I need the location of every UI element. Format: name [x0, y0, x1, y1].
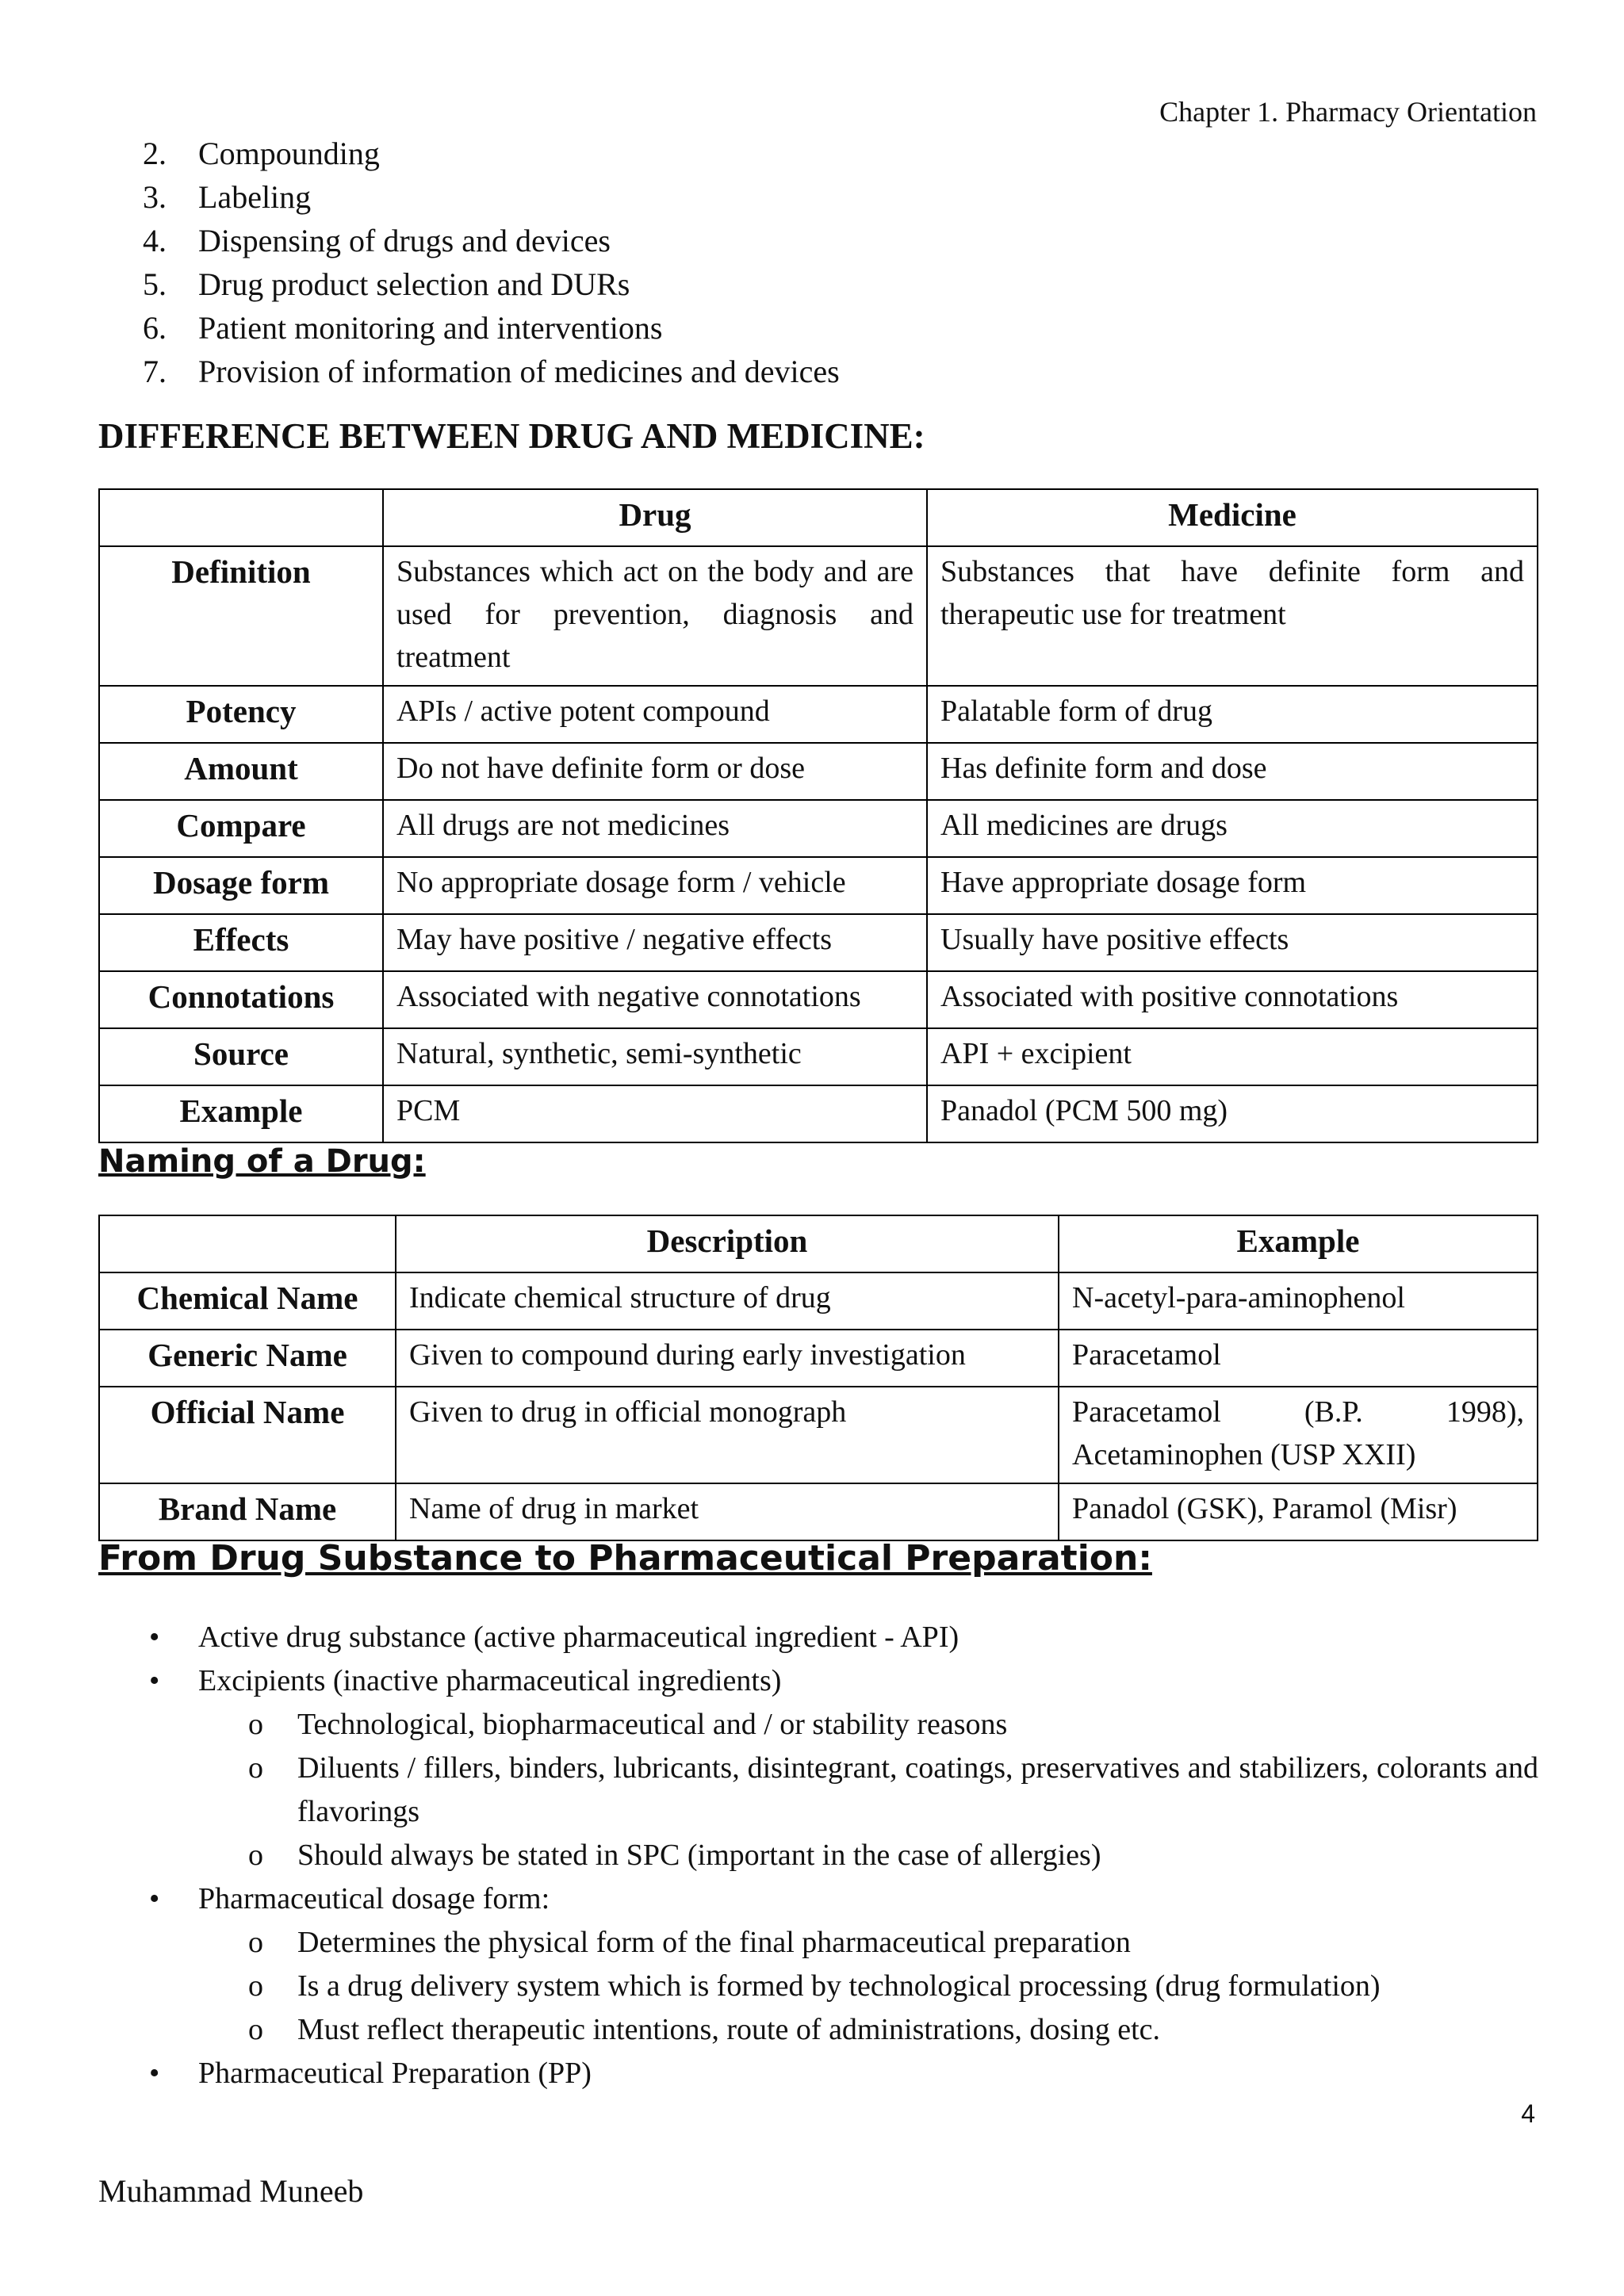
list-number: 3.	[143, 179, 167, 215]
row-header: Source	[99, 1028, 383, 1085]
header-cell-example: Example	[1059, 1215, 1538, 1272]
table-cell: Substances that have definite form and therapeutic use for treatment	[927, 546, 1538, 686]
list-item	[143, 219, 840, 262]
bullet-symbol: •	[149, 1621, 160, 1654]
row-header: Dosage form	[99, 857, 383, 914]
sub-bullet-symbol: o	[248, 1708, 263, 1741]
table-row	[99, 686, 1538, 743]
sub-bullet-item	[143, 1703, 1538, 1747]
table-cell: Paracetamol	[1059, 1330, 1538, 1387]
table-cell: N-acetyl-para-aminophenol	[1059, 1272, 1538, 1330]
list-number: 4.	[143, 223, 167, 258]
table-cell: Substances which act on the body and are used for prevention, diagnosis and treatment	[383, 546, 927, 686]
table-cell: Indicate chemical structure of drug	[396, 1272, 1059, 1330]
table-row	[99, 857, 1538, 914]
list-text: Dispensing of drugs and devices	[198, 223, 611, 258]
sub-bullet-text: Is a drug delivery system which is formed by technological processing (drug formulation)	[297, 1969, 1381, 2003]
bullet-item	[143, 1877, 1538, 1921]
bullet-text: Pharmaceutical dosage form:	[198, 1882, 550, 1915]
bullet-item	[143, 1616, 1538, 1659]
header-cell	[99, 1215, 396, 1272]
row-header: Definition	[99, 546, 383, 686]
table-cell: May have positive / negative effects	[383, 914, 927, 971]
bullet-item	[143, 1659, 1538, 1703]
bullet-list	[143, 1616, 1538, 2095]
table-cell: Given to drug in official monograph	[396, 1387, 1059, 1483]
sub-bullet-symbol: o	[248, 1926, 263, 1959]
sub-bullet-text: Determines the physical form of the final pharmaceutical preparation	[297, 1926, 1131, 1959]
header-cell-drug: Drug	[383, 489, 927, 546]
table-header-row	[99, 1215, 1538, 1272]
list-text: Provision of information of medicines and devices	[198, 354, 840, 389]
list-text: Patient monitoring and interventions	[198, 310, 663, 346]
list-text: Compounding	[198, 136, 380, 171]
row-header: Brand Name	[99, 1483, 396, 1540]
row-header: Chemical Name	[99, 1272, 396, 1330]
sub-bullet-item	[143, 2008, 1538, 2052]
row-header: Effects	[99, 914, 383, 971]
table-row	[99, 1028, 1538, 1085]
table-row	[99, 800, 1538, 857]
row-header: Example	[99, 1085, 383, 1142]
table-cell: APIs / active potent compound	[383, 686, 927, 743]
drug-naming-table	[98, 1215, 1538, 1541]
list-text: Labeling	[198, 179, 312, 215]
table-row	[99, 1387, 1538, 1483]
page-number: 4	[1521, 2099, 1535, 2128]
table-cell: Has definite form and dose	[927, 743, 1538, 800]
table-row	[99, 971, 1538, 1028]
list-item	[143, 306, 840, 350]
sub-bullet-text: Diluents / fillers, binders, lubricants, disintegrant, coatings, preservatives and stabilizers, colorants and flavorings	[297, 1751, 1538, 1828]
section-heading-drug-vs-medicine: DIFFERENCE BETWEEN DRUG AND MEDICINE:	[98, 416, 925, 456]
row-header: Official Name	[99, 1387, 396, 1483]
bullet-symbol: •	[149, 2057, 160, 2090]
table-cell: Natural, synthetic, semi-synthetic	[383, 1028, 927, 1085]
table-row	[99, 914, 1538, 971]
sub-bullet-item	[143, 1965, 1538, 2008]
table-row	[99, 1272, 1538, 1330]
bullet-text: Excipients (inactive pharmaceutical ingredients)	[198, 1664, 782, 1697]
drug-medicine-table	[98, 488, 1538, 1143]
bullet-symbol: •	[149, 1664, 160, 1697]
row-header: Compare	[99, 800, 383, 857]
table-row	[99, 1330, 1538, 1387]
list-item	[143, 175, 840, 219]
list-number: 7.	[143, 354, 167, 389]
table-cell: Panadol (GSK), Paramol (Misr)	[1059, 1483, 1538, 1540]
table-cell: No appropriate dosage form / vehicle	[383, 857, 927, 914]
table-row	[99, 1483, 1538, 1540]
section-heading-preparation: From Drug Substance to Pharmaceutical Preparation:	[98, 1538, 1152, 1578]
sub-bullet-text: Technological, biopharmaceutical and / or stability reasons	[297, 1708, 1008, 1741]
row-header: Amount	[99, 743, 383, 800]
bullet-text: Active drug substance (active pharmaceutical ingredient - API)	[198, 1621, 959, 1654]
header-cell-medicine: Medicine	[927, 489, 1538, 546]
sub-bullet-symbol: o	[248, 1969, 263, 2003]
sub-bullet-text: Should always be stated in SPC (important in the case of allergies)	[297, 1839, 1101, 1872]
table-cell: Usually have positive effects	[927, 914, 1538, 971]
list-item	[143, 350, 840, 393]
list-item	[143, 132, 840, 175]
bullet-text: Pharmaceutical Preparation (PP)	[198, 2057, 592, 2090]
table-cell: Associated with negative connotations	[383, 971, 927, 1028]
table-cell: Do not have definite form or dose	[383, 743, 927, 800]
header-cell	[99, 489, 383, 546]
list-number: 2.	[143, 136, 167, 171]
list-number: 5.	[143, 266, 167, 302]
sub-bullet-item	[143, 1834, 1538, 1877]
bullet-item	[143, 2052, 1538, 2095]
sub-bullet-item	[143, 1747, 1538, 1834]
sub-bullet-symbol: o	[248, 2013, 263, 2046]
header-cell-description: Description	[396, 1215, 1059, 1272]
table-header-row	[99, 489, 1538, 546]
section-heading-naming: Naming of a Drug:	[98, 1143, 426, 1180]
sub-bullet-symbol: o	[248, 1839, 263, 1872]
table-cell: Name of drug in market	[396, 1483, 1059, 1540]
table-cell: Given to compound during early investigation	[396, 1330, 1059, 1387]
row-header: Potency	[99, 686, 383, 743]
numbered-list	[143, 132, 840, 393]
table-cell: All medicines are drugs	[927, 800, 1538, 857]
list-number: 6.	[143, 310, 167, 346]
list-item	[143, 262, 840, 306]
page-header: Chapter 1. Pharmacy Orientation	[1159, 96, 1537, 128]
sub-bullet-item	[143, 1921, 1538, 1965]
table-cell: Have appropriate dosage form	[927, 857, 1538, 914]
table-row	[99, 1085, 1538, 1142]
list-text: Drug product selection and DURs	[198, 266, 630, 302]
table-cell: API + excipient	[927, 1028, 1538, 1085]
table-cell: Associated with positive connotations	[927, 971, 1538, 1028]
row-header: Generic Name	[99, 1330, 396, 1387]
row-header: Connotations	[99, 971, 383, 1028]
table-cell: PCM	[383, 1085, 927, 1142]
sub-bullet-text: Must reflect therapeutic intentions, route of administrations, dosing etc.	[297, 2013, 1161, 2046]
bullet-symbol: •	[149, 1882, 160, 1915]
table-row	[99, 546, 1538, 686]
table-cell: Paracetamol (B.P. 1998), Acetaminophen (USP XXII)	[1059, 1387, 1538, 1483]
table-cell: Palatable form of drug	[927, 686, 1538, 743]
sub-bullet-symbol: o	[248, 1751, 263, 1785]
table-cell: All drugs are not medicines	[383, 800, 927, 857]
table-cell: Panadol (PCM 500 mg)	[927, 1085, 1538, 1142]
footer-author: Muhammad Muneeb	[98, 2173, 364, 2209]
table-row	[99, 743, 1538, 800]
